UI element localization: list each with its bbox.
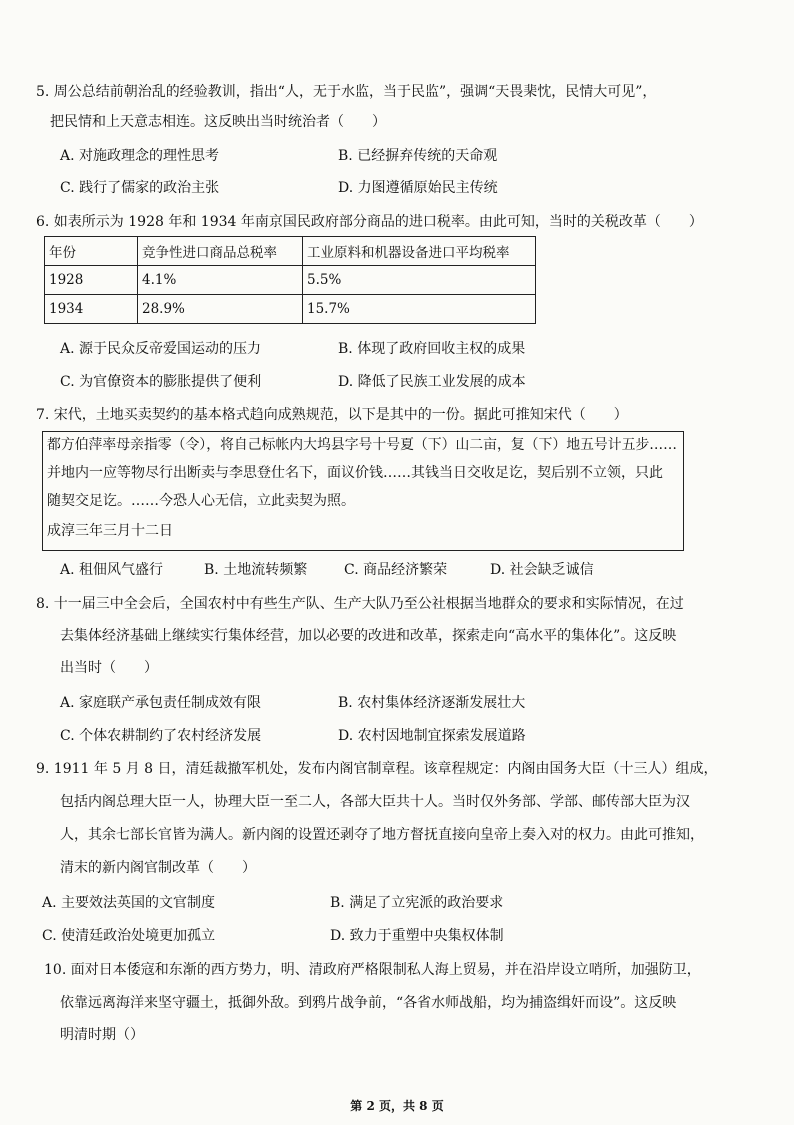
table-cell: 5.5% — [303, 266, 536, 295]
q9-option-a[interactable]: A. 主要效法英国的文官制度 — [42, 895, 216, 911]
q9-option-b[interactable]: B. 满足了立宪派的政治要求 — [330, 895, 504, 911]
q6-option-a[interactable]: A. 源于民众反帝爱国运动的压力 — [60, 341, 262, 357]
q5-stem-line-1: 5. 周公总结前朝治乱的经验教训，指出“人，无于水监，当于民监”，强调“天畏棐忱，民情大可见”， — [36, 84, 657, 100]
q10-stem-line-2: 依靠远离海洋来坚守疆土，抵御外敌。到鸦片战争前，“各省水师战船，均为捕盗缉奸而设”。这反映 — [60, 995, 677, 1011]
q5-stem-line-2: 把民情和上天意志相连。这反映出当时统治者（ ） — [50, 114, 386, 130]
table-row — [45, 295, 536, 324]
table-header-cell: 年份 — [45, 237, 138, 266]
q7-option-a[interactable]: A. 租佃风气盛行 — [60, 562, 164, 578]
table-cell: 4.1% — [138, 266, 303, 295]
table-header-cell: 工业原料和机器设备进口平均税率 — [303, 237, 536, 266]
q5-option-c[interactable]: C. 践行了儒家的政治主张 — [60, 180, 220, 196]
deed-line: 都方伯萍率母亲指零（令），将自己标帐内大坞县字号十号夏（下）山二亩，复（下）地五号计五步…… — [47, 437, 677, 453]
q5-option-a[interactable]: A. 对施政理念的理性思考 — [60, 148, 220, 164]
q9-option-c[interactable]: C. 使清廷政治处境更加孤立 — [42, 928, 216, 944]
deed-line: 并地内一应等物尽行出断卖与李思登仕名下，面议价钱……其钱当日交收足讫，契后别不立领，只此 — [47, 465, 663, 481]
q8-option-c[interactable]: C. 个体农耕制约了农村经济发展 — [60, 728, 262, 744]
q6-option-c[interactable]: C. 为官僚资本的膨胀提供了便利 — [60, 374, 262, 390]
q9-stem-line-2: 包括内阁总理大臣一人，协理大臣一至二人，各部大臣共十人。当时仅外务部、学部、邮传部大臣为汉 — [60, 794, 690, 810]
q7-option-c[interactable]: C. 商品经济繁荣 — [344, 562, 448, 578]
q9-stem-line-3: 人，其余七部长官皆为满人。新内阁的设置还剥夺了地方督抚直接向皇帝上奏入对的权力。由此可推知， — [60, 827, 704, 843]
q5-option-d[interactable]: D. 力图遵循原始民主传统 — [338, 180, 498, 196]
table-cell: 1934 — [45, 295, 138, 324]
deed-line: 随契交足讫。……今恐人心无信，立此卖契为照。 — [47, 493, 355, 509]
page-footer: 第 2 页，共 8 页 — [350, 1099, 444, 1113]
table-cell: 28.9% — [138, 295, 303, 324]
q8-stem-line-2: 去集体经济基础上继续实行集体经营，加以必要的改进和改革，探索走向“高水平的集体化”。这反映 — [60, 628, 677, 644]
table-header-row — [45, 237, 536, 266]
table-cell: 15.7% — [303, 295, 536, 324]
q10-stem-line-3: 明清时期（） — [60, 1027, 144, 1043]
q9-stem-line-1: 9. 1911 年 5 月 8 日，清廷裁撤军机处，发布内阁官制章程。该章程规定：内阁由国务大臣（十三人）组成， — [36, 761, 718, 777]
q6-stem-line-1: 6. 如表所示为 1928 年和 1934 年南京国民政府部分商品的进口税率。由此可知，当时的关税改革（ ） — [36, 214, 703, 230]
table-header-cell: 竞争性进口商品总税率 — [138, 237, 303, 266]
table-cell: 1928 — [45, 266, 138, 295]
q9-option-d[interactable]: D. 致力于重塑中央集权体制 — [330, 928, 504, 944]
q6-option-b[interactable]: B. 体现了政府回收主权的成果 — [338, 341, 526, 357]
q8-option-a[interactable]: A. 家庭联产承包责任制成效有限 — [60, 695, 262, 711]
q8-option-d[interactable]: D. 农村因地制宜探索发展道路 — [338, 728, 526, 744]
q5-option-b[interactable]: B. 已经摒弃传统的天命观 — [338, 148, 498, 164]
q9-stem-line-4: 清末的新内阁官制改革（ ） — [60, 860, 256, 876]
q7-option-b[interactable]: B. 土地流转频繁 — [204, 562, 308, 578]
q7-stem-line-1: 7. 宋代，土地买卖契约的基本格式趋向成熟规范，以下是其中的一份。据此可推知宋代（ ） — [36, 407, 628, 423]
q8-option-b[interactable]: B. 农村集体经济逐渐发展壮大 — [338, 695, 526, 711]
tariff-table — [44, 236, 536, 324]
q7-option-d[interactable]: D. 社会缺乏诚信 — [490, 562, 594, 578]
q8-stem-line-3: 出当时（ ） — [60, 660, 158, 676]
deed-date: 成淳三年三月十二日 — [47, 523, 173, 539]
land-deed-box — [42, 431, 684, 551]
q10-stem-line-1: 10. 面对日本倭寇和东渐的西方势力，明、清政府严格限制私人海上贸易，并在沿岸设立哨所，加强防卫， — [44, 962, 701, 978]
table-row — [45, 266, 536, 295]
q6-option-d[interactable]: D. 降低了民族工业发展的成本 — [338, 374, 526, 390]
q8-stem-line-1: 8. 十一届三中全会后，全国农村中有些生产队、生产大队乃至公社根据当地群众的要求和实际情况，在过 — [36, 596, 684, 612]
